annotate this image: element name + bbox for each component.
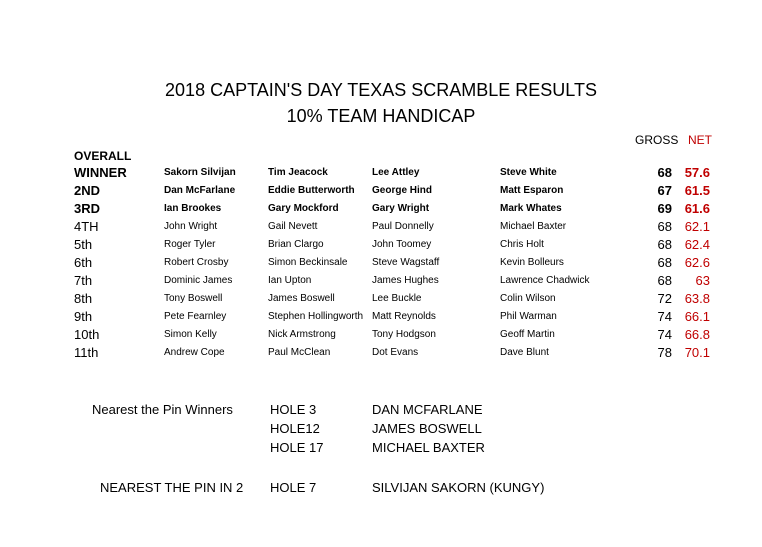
player-name: Steve Wagstaff bbox=[372, 257, 440, 268]
ntp2-hole: HOLE 7 bbox=[270, 480, 317, 495]
position-label: 3RD bbox=[74, 201, 101, 216]
result-row bbox=[0, 183, 762, 201]
net-score: 62.1 bbox=[684, 219, 710, 234]
player-name: Gary Wright bbox=[372, 203, 430, 214]
player-name: Andrew Cope bbox=[164, 347, 225, 358]
player-name: Lawrence Chadwick bbox=[500, 275, 590, 286]
overall-label: OVERALL bbox=[74, 149, 132, 163]
net-score: 63 bbox=[695, 273, 710, 288]
ntp2-winner: SILVIJAN SAKORN (KUNGY) bbox=[372, 480, 545, 495]
net-score: 62.6 bbox=[684, 255, 710, 270]
player-name: Mark Whates bbox=[500, 203, 562, 214]
results-title: 2018 CAPTAIN'S DAY TEXAS SCRAMBLE RESULTS bbox=[165, 80, 597, 100]
result-row bbox=[0, 255, 762, 273]
player-name: Lee Buckle bbox=[372, 293, 422, 304]
player-name: Nick Armstrong bbox=[268, 329, 336, 340]
position-label: 10th bbox=[74, 327, 100, 342]
gross-score: 68 bbox=[657, 237, 672, 252]
player-name: Ian Brookes bbox=[164, 203, 222, 214]
player-name: Dan McFarlane bbox=[164, 185, 236, 196]
result-row bbox=[0, 327, 762, 345]
player-name: Tony Boswell bbox=[164, 293, 223, 304]
gross-score: 68 bbox=[657, 255, 672, 270]
ntp-hole: HOLE 3 bbox=[270, 402, 317, 417]
handicap-subtitle: 10% TEAM HANDICAP bbox=[286, 106, 476, 126]
player-name: Phil Warman bbox=[500, 311, 557, 322]
player-name: Steve White bbox=[500, 167, 557, 178]
player-name: Dot Evans bbox=[372, 347, 419, 358]
ntp-hole: HOLE 17 bbox=[270, 440, 324, 455]
position-label: 4TH bbox=[74, 219, 99, 234]
player-name: Sakorn Silvijan bbox=[164, 167, 236, 178]
gross-score: 68 bbox=[657, 165, 672, 180]
net-score: 66.8 bbox=[684, 327, 710, 342]
net-header: NET bbox=[688, 133, 712, 147]
result-row bbox=[0, 237, 762, 255]
net-score: 61.6 bbox=[684, 201, 710, 216]
nearest-pin-in-2-label: NEAREST THE PIN IN 2 bbox=[100, 480, 244, 495]
position-label: 7th bbox=[74, 273, 93, 288]
gross-header: GROSS bbox=[635, 133, 679, 147]
player-name: Robert Crosby bbox=[164, 257, 229, 268]
position-label: 6th bbox=[74, 255, 93, 270]
position-label: WINNER bbox=[74, 165, 127, 180]
nearest-pin-label: Nearest the Pin Winners bbox=[92, 402, 233, 417]
gross-score: 68 bbox=[657, 219, 672, 234]
result-row bbox=[0, 201, 762, 219]
player-name: Dominic James bbox=[164, 275, 233, 286]
net-score: 66.1 bbox=[684, 309, 710, 324]
player-name: John Wright bbox=[164, 221, 218, 232]
player-name: Roger Tyler bbox=[164, 239, 216, 250]
player-name: Lee Attley bbox=[372, 167, 420, 178]
player-name: James Boswell bbox=[268, 293, 335, 304]
player-name: George Hind bbox=[372, 185, 433, 196]
ntp-winner: MICHAEL BAXTER bbox=[372, 440, 485, 455]
player-name: Gary Mockford bbox=[268, 203, 339, 214]
gross-score: 74 bbox=[657, 327, 672, 342]
gross-score: 67 bbox=[657, 183, 672, 198]
player-name: Ian Upton bbox=[268, 275, 312, 286]
ntp-winner: DAN MCFARLANE bbox=[372, 402, 483, 417]
gross-score: 72 bbox=[657, 291, 672, 306]
player-name: Matt Esparon bbox=[500, 185, 564, 196]
player-name: Stephen Hollingworth bbox=[268, 311, 364, 322]
result-row bbox=[0, 309, 762, 327]
net-score: 57.6 bbox=[684, 165, 710, 180]
net-score: 62.4 bbox=[684, 237, 710, 252]
gross-score: 68 bbox=[657, 273, 672, 288]
result-row bbox=[0, 291, 762, 309]
player-name: Tim Jeacock bbox=[268, 167, 328, 178]
ntp-winner: JAMES BOSWELL bbox=[372, 421, 482, 436]
gross-score: 78 bbox=[657, 345, 672, 360]
result-row bbox=[0, 219, 762, 237]
player-name: Geoff Martin bbox=[500, 329, 555, 340]
result-row bbox=[0, 345, 762, 363]
net-score: 61.5 bbox=[684, 183, 710, 198]
position-label: 9th bbox=[74, 309, 93, 324]
player-name: Michael Baxter bbox=[500, 221, 567, 232]
player-name: Pete Fearnley bbox=[164, 311, 227, 322]
result-row bbox=[0, 273, 762, 291]
net-score: 70.1 bbox=[684, 345, 710, 360]
player-name: Tony Hodgson bbox=[372, 329, 436, 340]
position-label: 11th bbox=[74, 345, 99, 360]
position-label: 2ND bbox=[74, 183, 101, 198]
player-name: Colin Wilson bbox=[500, 293, 556, 304]
result-row bbox=[0, 165, 762, 183]
player-name: Brian Clargo bbox=[268, 239, 324, 250]
player-name: Chris Holt bbox=[500, 239, 544, 250]
position-label: 5th bbox=[74, 237, 93, 252]
player-name: Simon Kelly bbox=[164, 329, 217, 340]
player-name: Eddie Butterworth bbox=[268, 185, 355, 196]
gross-score: 74 bbox=[657, 309, 672, 324]
net-score: 63.8 bbox=[684, 291, 710, 306]
player-name: James Hughes bbox=[372, 275, 439, 286]
ntp-hole: HOLE12 bbox=[270, 421, 320, 436]
position-label: 8th bbox=[74, 291, 93, 306]
player-name: Dave Blunt bbox=[500, 347, 549, 358]
player-name: Gail Nevett bbox=[268, 221, 318, 232]
gross-score: 69 bbox=[657, 201, 672, 216]
player-name: Kevin Bolleurs bbox=[500, 257, 564, 268]
player-name: Paul McClean bbox=[268, 347, 331, 358]
player-name: Matt Reynolds bbox=[372, 311, 436, 322]
player-name: John Toomey bbox=[372, 239, 432, 250]
player-name: Simon Beckinsale bbox=[268, 257, 348, 268]
player-name: Paul Donnelly bbox=[372, 221, 434, 232]
